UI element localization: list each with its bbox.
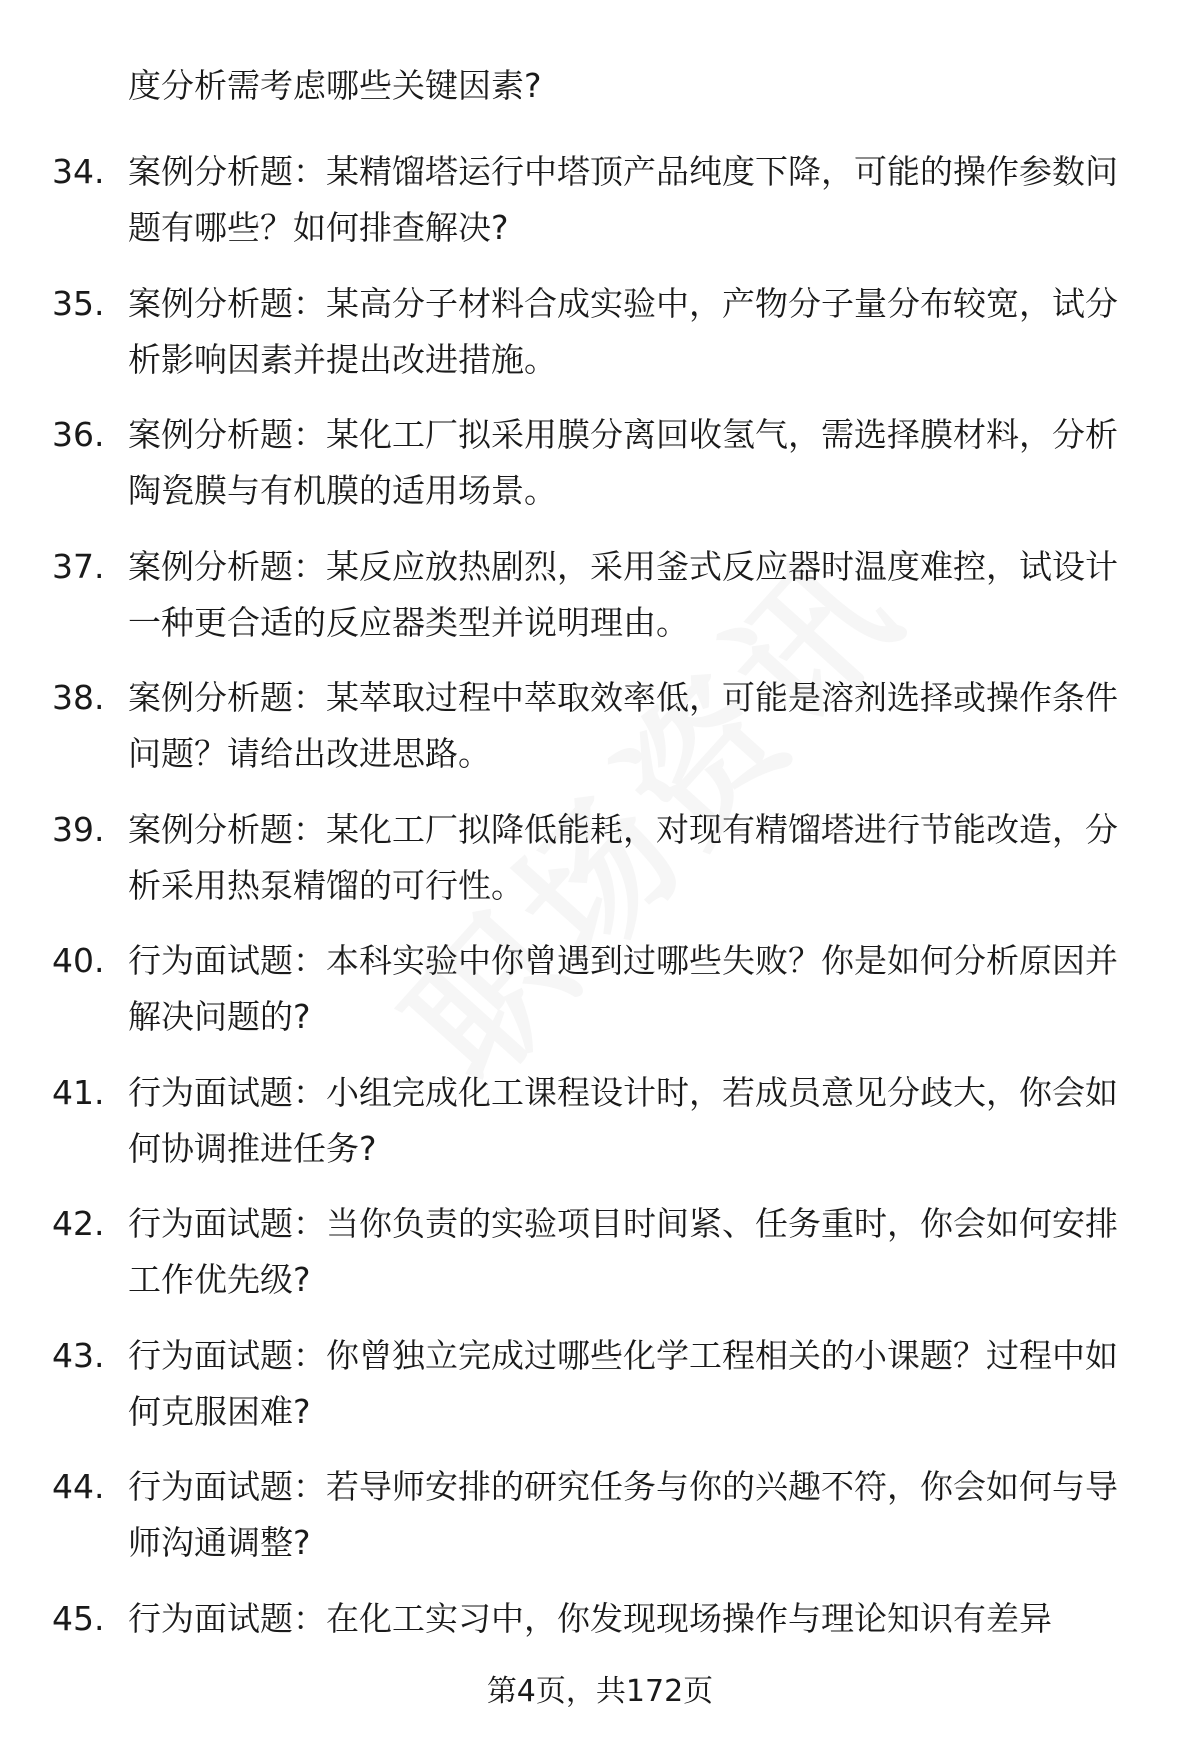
question-text: 案例分析题：某化工厂拟降低能耗，对现有精馏塔进行节能改造，分析采用热泵精馏的可行性。 (128, 809, 1118, 905)
question-text: 案例分析题：某反应放热剧烈，采用釜式反应器时温度难控，试设计一种更合适的反应器类型并说明理由。 (128, 546, 1118, 642)
question-item (0, 802, 1200, 934)
question-number: 44. (52, 1467, 105, 1506)
question-number: 40. (52, 941, 105, 980)
question-text: 行为面试题：本科实验中你曾遇到过哪些失败？你是如何分析原因并解决问题的? (128, 941, 1118, 1036)
question-item (0, 1328, 1200, 1460)
page-footer: 第4页，共172页 (486, 1674, 714, 1709)
question-text: 行为面试题：当你负责的实验项目时间紧、任务重时，你会如何安排工作优先级? (128, 1204, 1118, 1299)
question-text: 行为面试题：小组完成化工课程设计时，若成员意见分歧大，你会如何协调推进任务? (128, 1072, 1118, 1168)
question-text: 案例分析题：某萃取过程中萃取效率低，可能是溶剂选择或操作条件问题？请给出改进思路。 (128, 678, 1118, 773)
question-text: 行为面试题：若导师安排的研究任务与你的兴趣不符，你会如何与导师沟通调整? (128, 1467, 1118, 1562)
question-text: 案例分析题：某化工厂拟采用膜分离回收氢气，需选择膜材料，分析陶瓷膜与有机膜的适用场景。 (128, 415, 1118, 510)
question-text: 案例分析题：某精馏塔运行中塔顶产品纯度下降，可能的操作参数问题有哪些？如何排查解决? (128, 152, 1118, 247)
question-number: 36. (52, 415, 105, 454)
question-item (0, 1065, 1200, 1197)
question-number: 41. (52, 1072, 105, 1112)
question-number: 38. (52, 678, 105, 717)
question-number: 37. (52, 546, 105, 586)
continued-question-text: 度分析需考虑哪些关键因素? (128, 66, 542, 105)
question-item (0, 933, 1200, 1065)
question-item (0, 1459, 1200, 1591)
question-item (0, 144, 1200, 276)
question-item (0, 1196, 1200, 1328)
question-text: 行为面试题：在化工实习中，你发现现场操作与理论知识有差异 (128, 1598, 1052, 1638)
question-number: 39. (52, 809, 105, 849)
question-number: 45. (52, 1598, 105, 1638)
question-item (0, 407, 1200, 539)
question-item (0, 276, 1200, 408)
question-number: 35. (52, 283, 105, 323)
question-number: 42. (52, 1204, 105, 1243)
question-number: 43. (52, 1335, 105, 1375)
question-list (0, 144, 1200, 1722)
question-item (0, 670, 1200, 802)
question-text: 案例分析题：某高分子材料合成实验中，产物分子量分布较宽，试分析影响因素并提出改进措施。 (128, 283, 1118, 379)
question-text: 行为面试题：你曾独立完成过哪些化学工程相关的小课题？过程中如何克服困难? (128, 1335, 1118, 1431)
question-number: 34. (52, 152, 105, 191)
question-item (0, 539, 1200, 671)
